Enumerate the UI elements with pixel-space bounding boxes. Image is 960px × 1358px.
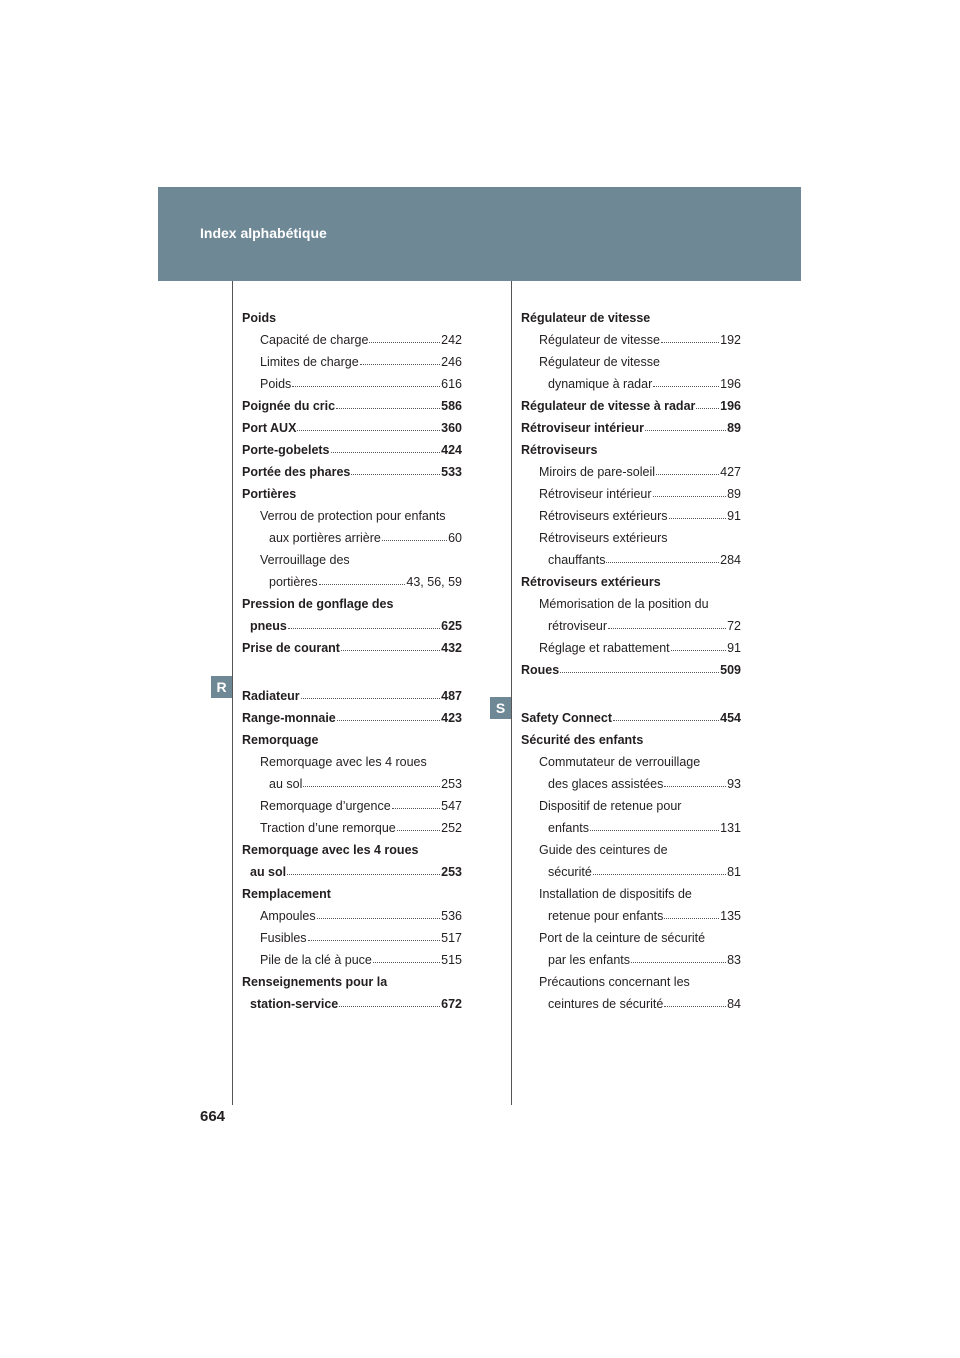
index-entry-page: 72 bbox=[727, 619, 741, 633]
index-entry bbox=[521, 523, 741, 545]
index-entry bbox=[521, 967, 741, 989]
index-entry-page: 91 bbox=[727, 641, 741, 655]
index-entry bbox=[521, 545, 741, 567]
index-entry bbox=[242, 369, 462, 391]
index-entry-label: Remorquage avec les 4 roues bbox=[242, 843, 419, 857]
index-entry-page: 517 bbox=[441, 931, 462, 945]
index-entry bbox=[521, 879, 741, 901]
index-entry bbox=[521, 633, 741, 655]
index-entry-label: au sol bbox=[250, 865, 287, 879]
index-entry-page: 84 bbox=[727, 997, 741, 1011]
index-entry bbox=[521, 325, 741, 347]
index-entry bbox=[242, 501, 462, 523]
section-gap bbox=[242, 655, 462, 681]
index-entry bbox=[242, 791, 462, 813]
index-entry-label: Régulateur de vitesse bbox=[539, 355, 660, 369]
index-entry bbox=[242, 611, 462, 633]
index-entry bbox=[242, 435, 462, 457]
index-entry bbox=[242, 945, 462, 967]
index-entry-label: Rétroviseurs extérieurs bbox=[539, 509, 668, 523]
leader-dots bbox=[631, 962, 726, 963]
index-entry-label: chauffants bbox=[548, 553, 606, 567]
index-entry-page: 192 bbox=[720, 333, 741, 347]
index-entry bbox=[242, 857, 462, 879]
index-entry bbox=[521, 989, 741, 1011]
index-entry-page: 487 bbox=[441, 689, 462, 703]
index-entry bbox=[521, 747, 741, 769]
index-entry-label: des glaces assistées bbox=[548, 777, 664, 791]
index-entry-page: 246 bbox=[441, 355, 462, 369]
leader-dots bbox=[297, 430, 440, 431]
index-entry bbox=[521, 769, 741, 791]
leader-dots bbox=[645, 430, 726, 431]
index-entry-label: Mémorisation de la position du bbox=[539, 597, 709, 611]
index-entry-page: 533 bbox=[441, 465, 462, 479]
index-entry bbox=[242, 589, 462, 611]
index-entry bbox=[242, 967, 462, 989]
index-entry bbox=[521, 611, 741, 633]
index-entry-page: 427 bbox=[720, 465, 741, 479]
leader-dots bbox=[331, 452, 441, 453]
header-title: Index alphabétique bbox=[200, 225, 327, 241]
index-entry-label: Régulateur de vitesse à radar bbox=[521, 399, 696, 413]
index-entry bbox=[242, 567, 462, 589]
leader-dots bbox=[590, 830, 719, 831]
index-entry bbox=[521, 369, 741, 391]
index-entry-label: Commutateur de verrouillage bbox=[539, 755, 701, 769]
column-divider-rule bbox=[511, 281, 512, 1105]
index-entry-label: Range-monnaie bbox=[242, 711, 336, 725]
index-entry-page: 253 bbox=[441, 777, 462, 791]
section-gap bbox=[521, 677, 741, 703]
index-entry-page: 454 bbox=[720, 711, 741, 725]
left-margin-rule bbox=[232, 281, 233, 1105]
index-entry-label: Miroirs de pare-soleil bbox=[539, 465, 656, 479]
index-entry-label: Poignée du cric bbox=[242, 399, 336, 413]
leader-dots bbox=[373, 962, 440, 963]
index-entry bbox=[521, 725, 741, 747]
index-entry-page: 242 bbox=[441, 333, 462, 347]
leader-dots bbox=[661, 342, 719, 343]
index-entry-page: 89 bbox=[727, 487, 741, 501]
leader-dots bbox=[317, 918, 441, 919]
index-entry-label: Régulateur de vitesse bbox=[539, 333, 660, 347]
leader-dots bbox=[292, 386, 440, 387]
index-entry-label: Poids bbox=[260, 377, 292, 391]
index-entry-label: Pile de la clé à puce bbox=[260, 953, 372, 967]
index-entry-label: Port de la ceinture de sécurité bbox=[539, 931, 706, 945]
index-entry-label: Dispositif de retenue pour bbox=[539, 799, 682, 813]
leader-dots bbox=[560, 672, 719, 673]
index-entry bbox=[242, 901, 462, 923]
leader-dots bbox=[696, 408, 719, 409]
index-entry bbox=[242, 923, 462, 945]
index-entry bbox=[521, 589, 741, 611]
index-entry-label: station-service bbox=[250, 997, 339, 1011]
index-entry-label: Poids bbox=[242, 311, 277, 325]
index-entry-page: 536 bbox=[441, 909, 462, 923]
index-entry bbox=[242, 303, 462, 325]
index-entry-label: Limites de charge bbox=[260, 355, 359, 369]
index-entry-page: 60 bbox=[448, 531, 462, 545]
index-entry-label: Remorquage bbox=[242, 733, 319, 747]
index-entry bbox=[521, 923, 741, 945]
index-entry-page: 625 bbox=[441, 619, 462, 633]
index-entry bbox=[521, 567, 741, 589]
index-entry bbox=[242, 325, 462, 347]
index-entry-page: 89 bbox=[727, 421, 741, 435]
leader-dots bbox=[341, 650, 440, 651]
index-entry-page: 509 bbox=[720, 663, 741, 677]
index-column-left bbox=[242, 303, 462, 1011]
leader-dots bbox=[664, 786, 726, 787]
leader-dots bbox=[301, 698, 440, 699]
leader-dots bbox=[288, 628, 440, 629]
index-entry-label: Port AUX bbox=[242, 421, 297, 435]
leader-dots bbox=[671, 650, 726, 651]
index-entry bbox=[521, 813, 741, 835]
index-entry-label: aux portières arrière bbox=[269, 531, 381, 545]
index-entry-page: 616 bbox=[441, 377, 462, 391]
index-entry-page: 547 bbox=[441, 799, 462, 813]
leader-dots bbox=[653, 386, 719, 387]
index-entry bbox=[242, 457, 462, 479]
index-entry-label: rétroviseur bbox=[548, 619, 608, 633]
leader-dots bbox=[287, 874, 440, 875]
index-entry-page: 93 bbox=[727, 777, 741, 791]
index-entry bbox=[242, 545, 462, 567]
index-entry bbox=[242, 703, 462, 725]
index-entry-label: Portières bbox=[242, 487, 297, 501]
leader-dots bbox=[303, 786, 440, 787]
index-entry-label: Installation de dispositifs de bbox=[539, 887, 692, 901]
leader-dots bbox=[337, 720, 440, 721]
leader-dots bbox=[308, 940, 441, 941]
index-entry-label: Rétroviseurs extérieurs bbox=[521, 575, 661, 589]
index-entry-label: Réglage et rabattement bbox=[539, 641, 670, 655]
index-entry-label: Régulateur de vitesse bbox=[521, 311, 651, 325]
index-entry bbox=[242, 391, 462, 413]
index-entry-label: Remplacement bbox=[242, 887, 331, 901]
leader-dots bbox=[653, 496, 727, 497]
leader-dots bbox=[382, 540, 447, 541]
index-entry-label: Safety Connect bbox=[521, 711, 612, 725]
index-entry bbox=[242, 835, 462, 857]
index-entry-label: par les enfants bbox=[548, 953, 630, 967]
index-entry-page: 81 bbox=[727, 865, 741, 879]
index-entry bbox=[521, 945, 741, 967]
index-entry bbox=[521, 457, 741, 479]
section-tab-r: R bbox=[211, 676, 232, 698]
index-entry-label: Verrou de protection pour enfants bbox=[260, 509, 446, 523]
index-entry-page: 252 bbox=[441, 821, 462, 835]
index-entry-label: Guide des ceintures de bbox=[539, 843, 668, 857]
index-entry bbox=[242, 725, 462, 747]
index-entry-page: 83 bbox=[727, 953, 741, 967]
index-entry bbox=[242, 769, 462, 791]
index-entry bbox=[242, 813, 462, 835]
index-entry-label: Précautions concernant les bbox=[539, 975, 690, 989]
index-entry bbox=[521, 901, 741, 923]
index-entry-page: 196 bbox=[720, 399, 741, 413]
index-entry-label: Traction d’une remorque bbox=[260, 821, 396, 835]
index-entry bbox=[521, 479, 741, 501]
index-entry-label: Roues bbox=[521, 663, 560, 677]
index-entry bbox=[242, 523, 462, 545]
leader-dots bbox=[339, 1006, 440, 1007]
leader-dots bbox=[613, 720, 719, 721]
index-entry bbox=[521, 501, 741, 523]
page-header bbox=[158, 187, 801, 281]
leader-dots bbox=[351, 474, 440, 475]
index-entry bbox=[521, 391, 741, 413]
index-entry-page: 423 bbox=[441, 711, 462, 725]
leader-dots bbox=[369, 342, 440, 343]
index-entry-label: Verrouillage des bbox=[260, 553, 350, 567]
index-entry-label: Rétroviseur intérieur bbox=[539, 487, 652, 501]
index-entry-page: 253 bbox=[441, 865, 462, 879]
index-entry-page: 43, 56, 59 bbox=[406, 575, 462, 589]
index-entry-page: 91 bbox=[727, 509, 741, 523]
index-entry-page: 424 bbox=[441, 443, 462, 457]
index-entry-page: 672 bbox=[441, 997, 462, 1011]
index-entry-label: Rétroviseurs bbox=[521, 443, 598, 457]
index-entry-label: portières bbox=[269, 575, 318, 589]
index-entry-label: Radiateur bbox=[242, 689, 300, 703]
index-entry bbox=[242, 347, 462, 369]
index-entry-page: 432 bbox=[441, 641, 462, 655]
leader-dots bbox=[669, 518, 727, 519]
index-entry-page: 135 bbox=[720, 909, 741, 923]
leader-dots bbox=[664, 918, 719, 919]
index-entry-label: au sol bbox=[269, 777, 303, 791]
index-entry bbox=[242, 633, 462, 655]
index-entry-label: ceintures de sécurité bbox=[548, 997, 664, 1011]
index-entry bbox=[521, 791, 741, 813]
leader-dots bbox=[593, 874, 726, 875]
index-entry-label: dynamique à radar bbox=[548, 377, 653, 391]
index-entry bbox=[521, 703, 741, 725]
index-entry bbox=[242, 413, 462, 435]
index-entry-label: Prise de courant bbox=[242, 641, 340, 655]
index-entry bbox=[242, 879, 462, 901]
section-tab-s: S bbox=[490, 697, 511, 719]
page-number: 664 bbox=[200, 1108, 226, 1125]
index-entry bbox=[242, 479, 462, 501]
index-entry bbox=[521, 347, 741, 369]
index-entry-label: sécurité bbox=[548, 865, 592, 879]
index-entry-page: 284 bbox=[720, 553, 741, 567]
index-entry bbox=[521, 413, 741, 435]
index-entry bbox=[242, 989, 462, 1011]
index-entry bbox=[242, 681, 462, 703]
index-entry bbox=[521, 857, 741, 879]
index-entry bbox=[521, 835, 741, 857]
index-entry-label: pneus bbox=[250, 619, 287, 633]
index-entry-page: 515 bbox=[441, 953, 462, 967]
leader-dots bbox=[656, 474, 719, 475]
index-entry-label: Sécurité des enfants bbox=[521, 733, 644, 747]
leader-dots bbox=[392, 808, 441, 809]
index-entry-label: Rétroviseur intérieur bbox=[521, 421, 644, 435]
leader-dots bbox=[397, 830, 440, 831]
index-entry-label: enfants bbox=[548, 821, 590, 835]
index-entry-label: Portée des phares bbox=[242, 465, 351, 479]
index-entry-label: Capacité de charge bbox=[260, 333, 369, 347]
leader-dots bbox=[664, 1006, 726, 1007]
index-entry-label: retenue pour enfants bbox=[548, 909, 664, 923]
index-entry-label: Remorquage d’urgence bbox=[260, 799, 391, 813]
index-entry-label: Renseignements pour la bbox=[242, 975, 388, 989]
index-column-right bbox=[521, 303, 741, 1011]
index-entry-label: Remorquage avec les 4 roues bbox=[260, 755, 427, 769]
leader-dots bbox=[360, 364, 440, 365]
leader-dots bbox=[336, 408, 440, 409]
index-entry bbox=[242, 747, 462, 769]
index-entry-page: 196 bbox=[720, 377, 741, 391]
index-entry-page: 131 bbox=[720, 821, 741, 835]
index-entry bbox=[521, 655, 741, 677]
leader-dots bbox=[606, 562, 719, 563]
index-entry-label: Rétroviseurs extérieurs bbox=[539, 531, 668, 545]
index-entry-label: Ampoules bbox=[260, 909, 316, 923]
index-entry-label: Fusibles bbox=[260, 931, 307, 945]
index-entry-page: 586 bbox=[441, 399, 462, 413]
index-entry-label: Pression de gonflage des bbox=[242, 597, 394, 611]
leader-dots bbox=[608, 628, 726, 629]
index-entry-page: 360 bbox=[441, 421, 462, 435]
leader-dots bbox=[319, 584, 406, 585]
index-entry-label: Porte-gobelets bbox=[242, 443, 330, 457]
index-entry bbox=[521, 435, 741, 457]
index-entry bbox=[521, 303, 741, 325]
